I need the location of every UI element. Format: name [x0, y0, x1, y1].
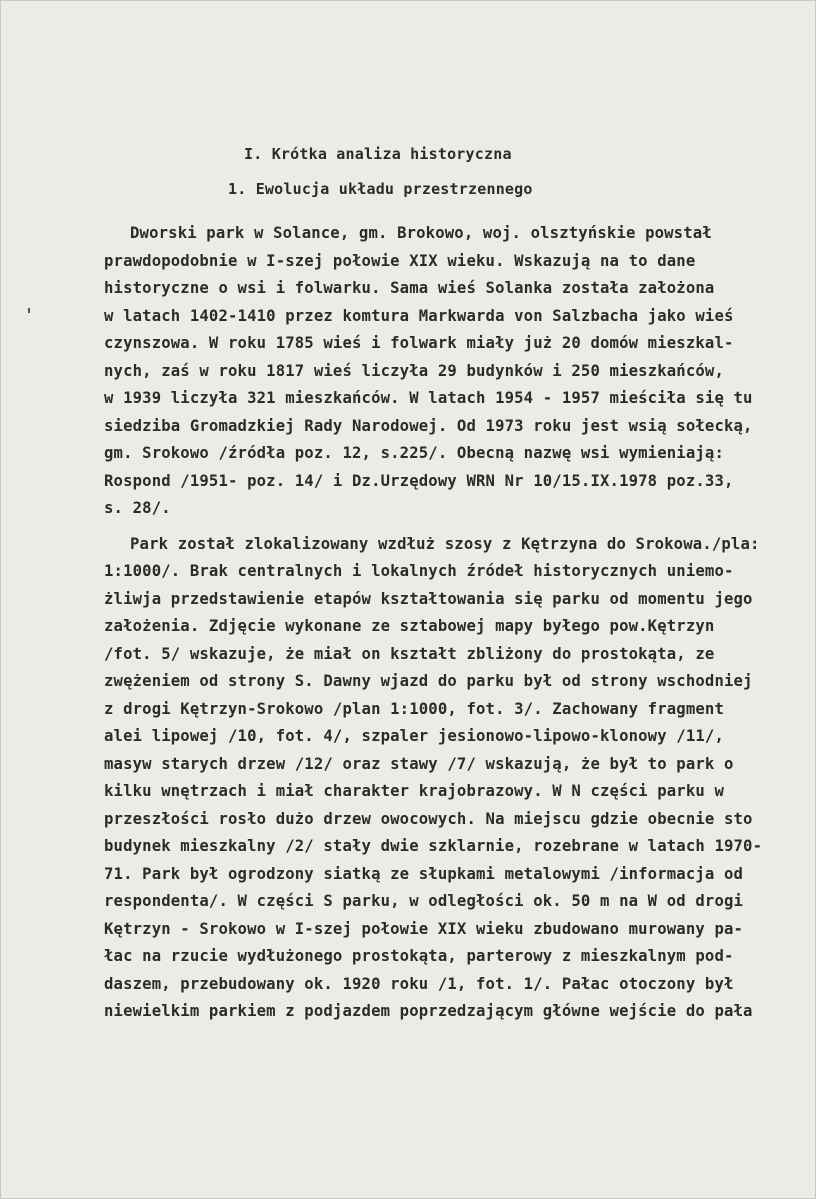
text-line: założenia. Zdjęcie wykonane ze sztabowej mapy byłego pow.Kętrzyn [104, 617, 715, 635]
subsection-heading: 1. Ewolucja układu przestrzennego [228, 180, 533, 198]
text-line: przeszłości rosło dużo drzew owocowych. Na miejscu gdzie obecnie sto [104, 809, 753, 828]
text-line: czynszowa. W roku 1785 wieś i folwark miały już 20 domów mieszkal- [104, 334, 734, 352]
text-line: Kętrzyn - Srokowo w I-szej połowie XIX wieku zbudowano murowany pa- [104, 919, 744, 938]
text-line: zwężeniem od strony S. Dawny wjazd do parku był od strony wschodniej [104, 672, 753, 690]
text-line: prawdopodobnie w I-szej połowie XIX wieku. Wskazują na to dane [104, 251, 696, 270]
text-line: Rospond /1951- poz. 14/ i Dz.Urzędowy WRN Nr 10/15.IX.1978 poz.33, [104, 471, 734, 490]
text-line: niewielkim parkiem z podjazdem poprzedzającym główne wejście do pała [104, 1002, 753, 1020]
text-line: /fot. 5/ wskazuje, że miał on kształt zbliżony do prostokąta, ze [104, 644, 715, 663]
text-line: Dworski park w Solance, gm. Brokowo, woj. olsztyńskie powstał [130, 224, 712, 242]
section-heading: I. Krótka analiza historyczna [244, 145, 512, 163]
text-line: gm. Srokowo /źródła poz. 12, s.225/. Obecną nazwę wsi wymieniają: [104, 444, 724, 462]
text-line: s. 28/. [104, 499, 171, 517]
text-line: w 1939 liczyła 321 mieszkańców. W latach 1954 - 1957 mieściła się tu [104, 389, 753, 407]
text-line: Park został zlokalizowany wzdłuż szosy z Kętrzyna do Srokowa./pla: [130, 534, 760, 553]
text-line: alei lipowej /10, fot. 4/, szpaler jesionowo-lipowo-klonowy /11/, [104, 727, 724, 745]
text-line: daszem, przebudowany ok. 1920 roku /1, fot. 1/. Pałac otoczony był [104, 974, 734, 993]
text-line: w latach 1402-1410 przez komtura Markwarda von Salzbacha jako wieś [104, 306, 734, 325]
document-body [104, 220, 816, 1026]
paragraph-2 [104, 531, 816, 1026]
text-line: masyw starych drzew /12/ oraz stawy /7/ wskazują, że był to park o [104, 754, 734, 773]
text-line: historyczne o wsi i folwarku. Sama wieś Solanka została założona [104, 279, 715, 297]
text-line: z drogi Kętrzyn-Srokowo /plan 1:1000, fot. 3/. Zachowany fragment [104, 699, 724, 718]
text-line: nych, zaś w roku 1817 wieś liczyła 29 budynków i 250 mieszkańców, [104, 361, 724, 380]
text-line: 1:1000/. Brak centralnych i lokalnych źródeł historycznych uniemo- [104, 562, 734, 580]
text-line: siedziba Gromadzkiej Rady Narodowej. Od 1973 roku jest wsią sołecką, [104, 416, 753, 435]
paragraph-1 [104, 220, 816, 523]
text-line: 71. Park był ogrodzony siatką ze słupkami metalowymi /informacja od [104, 864, 744, 883]
text-line: kilku wnętrzach i miał charakter krajobrazowy. W N części parku w [104, 782, 724, 800]
text-line: respondenta/. W części S parku, w odległości ok. 50 m na W od drogi [104, 892, 744, 910]
text-line: łac na rzucie wydłużonego prostokąta, parterowy z mieszkalnym pod- [104, 947, 734, 965]
text-line: żliwja przedstawienie etapów kształtowania się parku od momentu jego [104, 589, 753, 608]
text-line: budynek mieszkalny /2/ stały dwie szklarnie, rozebrane w latach 1970- [104, 837, 763, 855]
